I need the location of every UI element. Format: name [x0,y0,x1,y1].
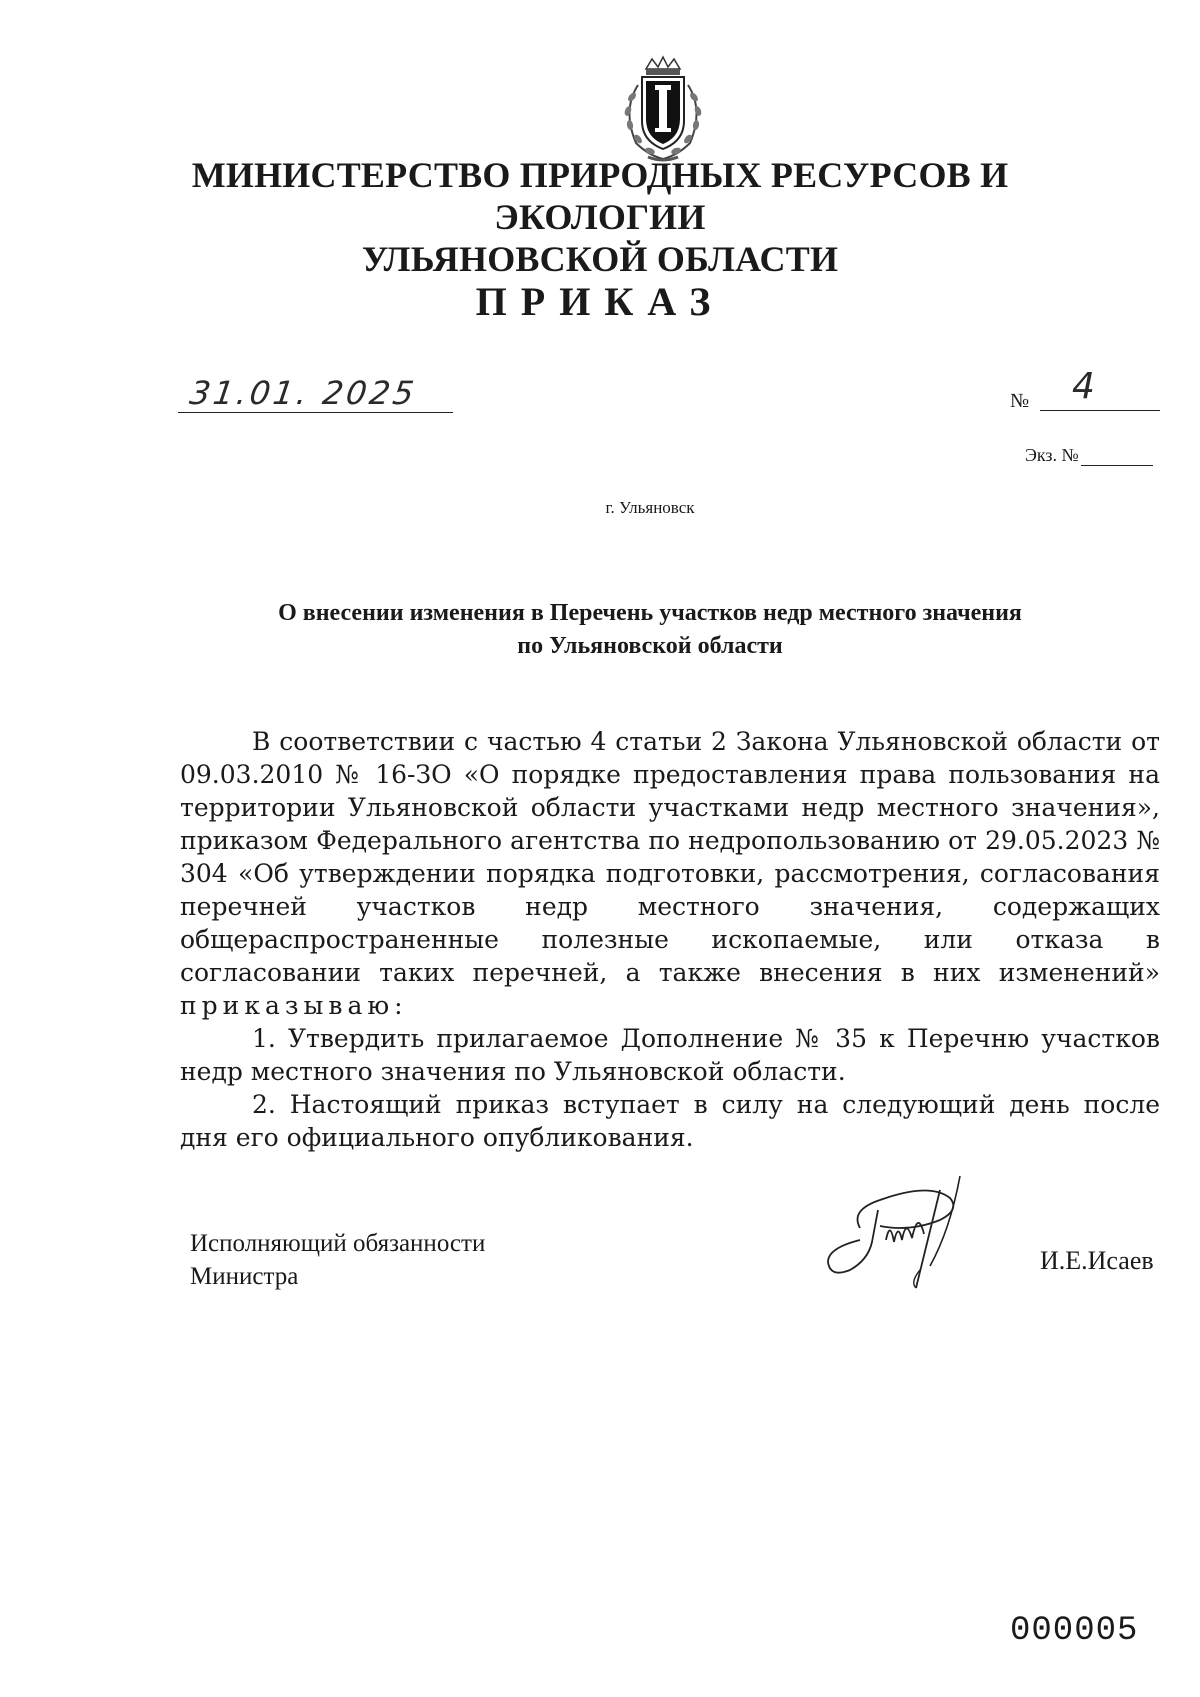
signer-position-line2: Министра [190,1263,299,1290]
handwritten-signature-icon [820,1170,1000,1290]
ministry-name-line2: УЛЬЯНОВСКОЙ ОБЛАСТИ [361,239,839,279]
subject-line2: по Ульяновской области [517,633,783,659]
order-word: приказываю: [180,991,408,1020]
page-number: 000005 [1010,1612,1139,1650]
copy-number-field [1025,444,1153,466]
order-title: ПРИКАЗ [475,279,725,324]
order-subject [200,597,1100,663]
copy-underline [1081,444,1153,466]
signer-position-line1: Исполняющий обязанности [190,1230,486,1257]
signer-position [190,1227,485,1293]
item-1: 1. Утвердить прилагаемое Дополнение № 35 к Перечню участков недр местного значения по Ульяновской области. [180,1024,1160,1086]
signer-name: И.Е.Исаев [1040,1246,1154,1275]
ministry-name-line1: МИНИСТЕРСТВО ПРИРОДНЫХ РЕСУРСОВ И ЭКОЛОГИИ [191,155,1009,237]
item-2: 2. Настоящий приказ вступает в силу на следующий день после дня его официального опубликования. [180,1090,1160,1152]
preamble-paragraph [180,725,1160,1022]
order-number-field [1010,366,1160,412]
copy-label: Экз. № [1025,445,1079,465]
order-number: 4 [1072,366,1095,407]
coat-of-arms-icon [608,55,718,165]
preamble-text: В соответствии с частью 4 статьи 2 Закона Ульяновской области от 09.03.2010 № 16-ЗО «О порядке предоставления права пользования на территории Ульяновской области участками недр местного значения», приказом Федерального агентства по недропользованию от 29.05.2023 № 304 «Об утверждении порядка подготовки, рассмотрения, согласования перечней участков недр местного значения, содержащих общераспространенные полезные ископаемые, или отказа в согласовании таких перечней, а также внесения в них изменений» [180,727,1160,987]
subject-line1: О внесении изменения в Перечень участков недр местного значения [278,600,1022,626]
city: г. Ульяновск [605,498,695,517]
number-underline [1040,410,1160,411]
number-sign: № [1010,390,1030,412]
order-date-field [178,372,453,413]
order-body [180,725,1160,1154]
order-date: 31.01. 2025 [187,374,420,412]
ministry-name [150,154,1050,280]
